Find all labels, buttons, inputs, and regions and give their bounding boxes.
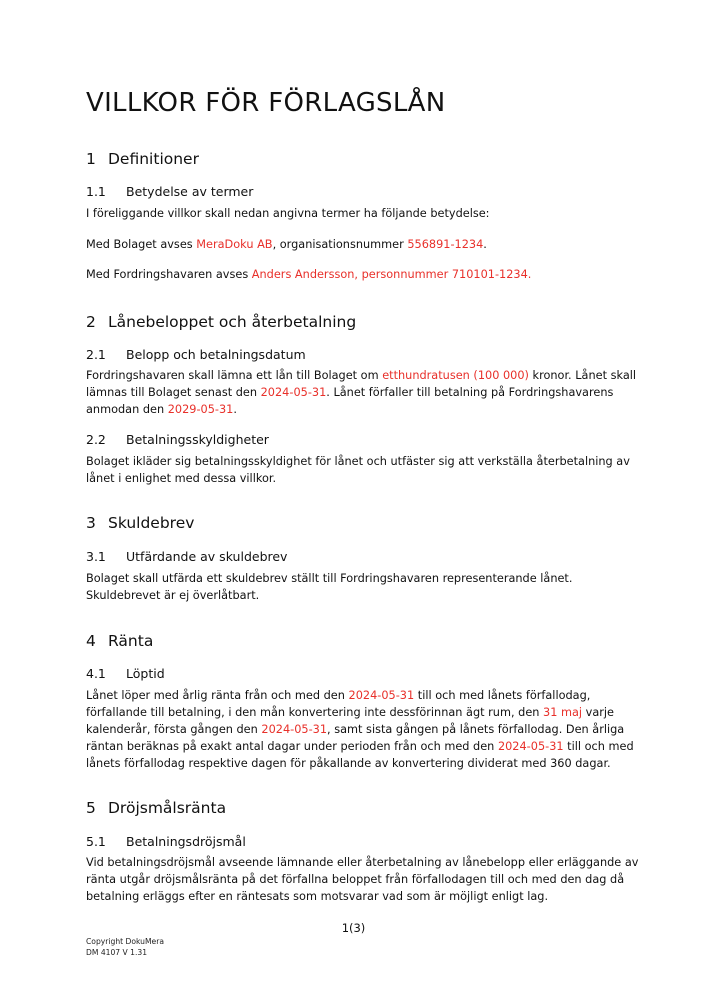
text-line: Vid betalningsdröjsmål avseende lämnande eller återbetalning av lånebelopp eller erläggande av: [86, 856, 639, 869]
text-line: Med Fordringshavaren avses Anders Andersson, personnummer 710101-1234.: [86, 268, 532, 281]
subsection-number: 4.1: [86, 666, 106, 681]
section-title: Dröjsmålsränta: [108, 799, 227, 817]
subsection-heading-1-1: [86, 184, 253, 199]
date-placeholder: 31 maj: [543, 706, 583, 719]
text-line: Bolaget skall utfärda ett skuldebrev ställt till Fordringshavaren representerande lånet.: [86, 572, 573, 585]
subsection-number: 3.1: [86, 549, 106, 564]
subsection-heading-5-1: [86, 834, 246, 849]
paragraph: [86, 367, 637, 418]
org-number-placeholder: 556891-1234: [407, 238, 484, 251]
section-number: 2: [86, 313, 96, 331]
text-line: lånet i enlighet med dessa villkor.: [86, 472, 277, 485]
section-heading-lanebeloppet: [86, 313, 356, 331]
text-line: Skuldebrevet är ej överlåtbart.: [86, 589, 260, 602]
text-line: Fordringshavaren skall lämna ett lån till Bolaget om etthundratusen (100 000) kronor. Lånet skall: [86, 369, 637, 382]
section-title: Ränta: [108, 632, 154, 650]
subsection-number: 5.1: [86, 834, 106, 849]
subsection-heading-3-1: [86, 549, 287, 564]
subsection-title: Belopp och betalningsdatum: [126, 347, 306, 362]
paragraph: [86, 266, 626, 283]
date-placeholder: 2024-05-31: [497, 740, 564, 753]
subsection-heading-4-1: [86, 666, 165, 681]
section-number: 3: [86, 514, 96, 532]
date-placeholder: 2029-05-31: [167, 403, 234, 416]
subsection-title: Betalningsdröjsmål: [126, 834, 246, 849]
subsection-heading-2-2: [86, 432, 269, 447]
subsection-title: Utfärdande av skuldebrev: [126, 549, 288, 564]
section-heading-ranta: [86, 632, 153, 650]
text-line: ränta utgår dröjsmålsränta på det förfallna beloppet från förfallodagen till och med den dag då: [86, 873, 625, 886]
text-line: I föreliggande villkor skall nedan angivna termer ha följande betydelse:: [86, 207, 490, 220]
creditor-placeholder: Anders Andersson, personnummer 710101-1234.: [251, 268, 532, 281]
subsection-title: Betalningsskyldigheter: [126, 432, 269, 447]
text-line: Lånet löper med årlig ränta från och med den 2024-05-31 till och med lånets förfallodag,: [86, 689, 591, 702]
date-placeholder: 2024-05-31: [348, 689, 415, 702]
paragraph: [86, 236, 626, 253]
paragraph: [86, 854, 639, 905]
footer-version: DM 4107 V 1.31: [86, 948, 148, 957]
section-heading-definitioner: [86, 150, 199, 168]
date-placeholder: 2024-05-31: [261, 723, 328, 736]
section-number: 1: [86, 150, 96, 168]
paragraph: [86, 453, 630, 487]
section-number: 5: [86, 799, 96, 817]
text-line: lånets förfallodag respektive dagen för påkallande av konvertering dividerat med 360 dagar.: [86, 757, 611, 770]
text-line: lämnas till Bolaget senast den 2024-05-31. Lånet förfaller till betalning på Fordringshavarens: [86, 386, 614, 399]
subsection-number: 2.2: [86, 432, 106, 447]
section-title: Definitioner: [108, 150, 199, 168]
section-number: 4: [86, 632, 96, 650]
text-line: räntan beräknas på exakt antal dagar under perioden från och med den 2024-05-31 till och med: [86, 740, 634, 753]
section-heading-skuldebrev: [86, 514, 194, 532]
text-line: anmodan den 2029-05-31.: [86, 403, 237, 416]
text-line: Bolaget ikläder sig betalningsskyldighet för lånet och utfäster sig att verkställa återbetalning av: [86, 455, 630, 468]
company-name-placeholder: MeraDoku AB: [196, 238, 273, 251]
text-line: betalning erläggs efter en räntesats som motsvarar vad som är möjligt enligt lag.: [86, 890, 549, 903]
section-heading-drojsmalsranta: [86, 799, 226, 817]
amount-placeholder: etthundratusen (100 000): [382, 369, 529, 382]
footer-copyright: Copyright DokuMera: [86, 937, 164, 946]
subsection-number: 2.1: [86, 347, 106, 362]
paragraph: [86, 687, 634, 772]
subsection-title: Löptid: [126, 666, 165, 681]
section-title: Lånebeloppet och återbetalning: [108, 313, 357, 331]
date-placeholder: 2024-05-31: [260, 386, 327, 399]
subsection-title: Betydelse av termer: [126, 184, 254, 199]
page-number: 1(3): [341, 921, 366, 935]
paragraph: [86, 570, 626, 604]
text-line: förfallande till betalning, i den mån konvertering inte dessförinnan ägt rum, den 31 maj varje: [86, 706, 615, 719]
text-line: Med Bolaget avses MeraDoku AB, organisationsnummer 556891-1234.: [86, 238, 487, 251]
subsection-heading-2-1: [86, 347, 306, 362]
paragraph: [86, 205, 626, 222]
document-title: VILLKOR FÖR FÖRLAGSLÅN: [86, 88, 446, 118]
section-title: Skuldebrev: [108, 514, 195, 532]
subsection-number: 1.1: [86, 184, 106, 199]
text-line: kalenderår, första gången den 2024-05-31, samt sista gången på lånets förfallodag. Den årliga: [86, 723, 625, 736]
